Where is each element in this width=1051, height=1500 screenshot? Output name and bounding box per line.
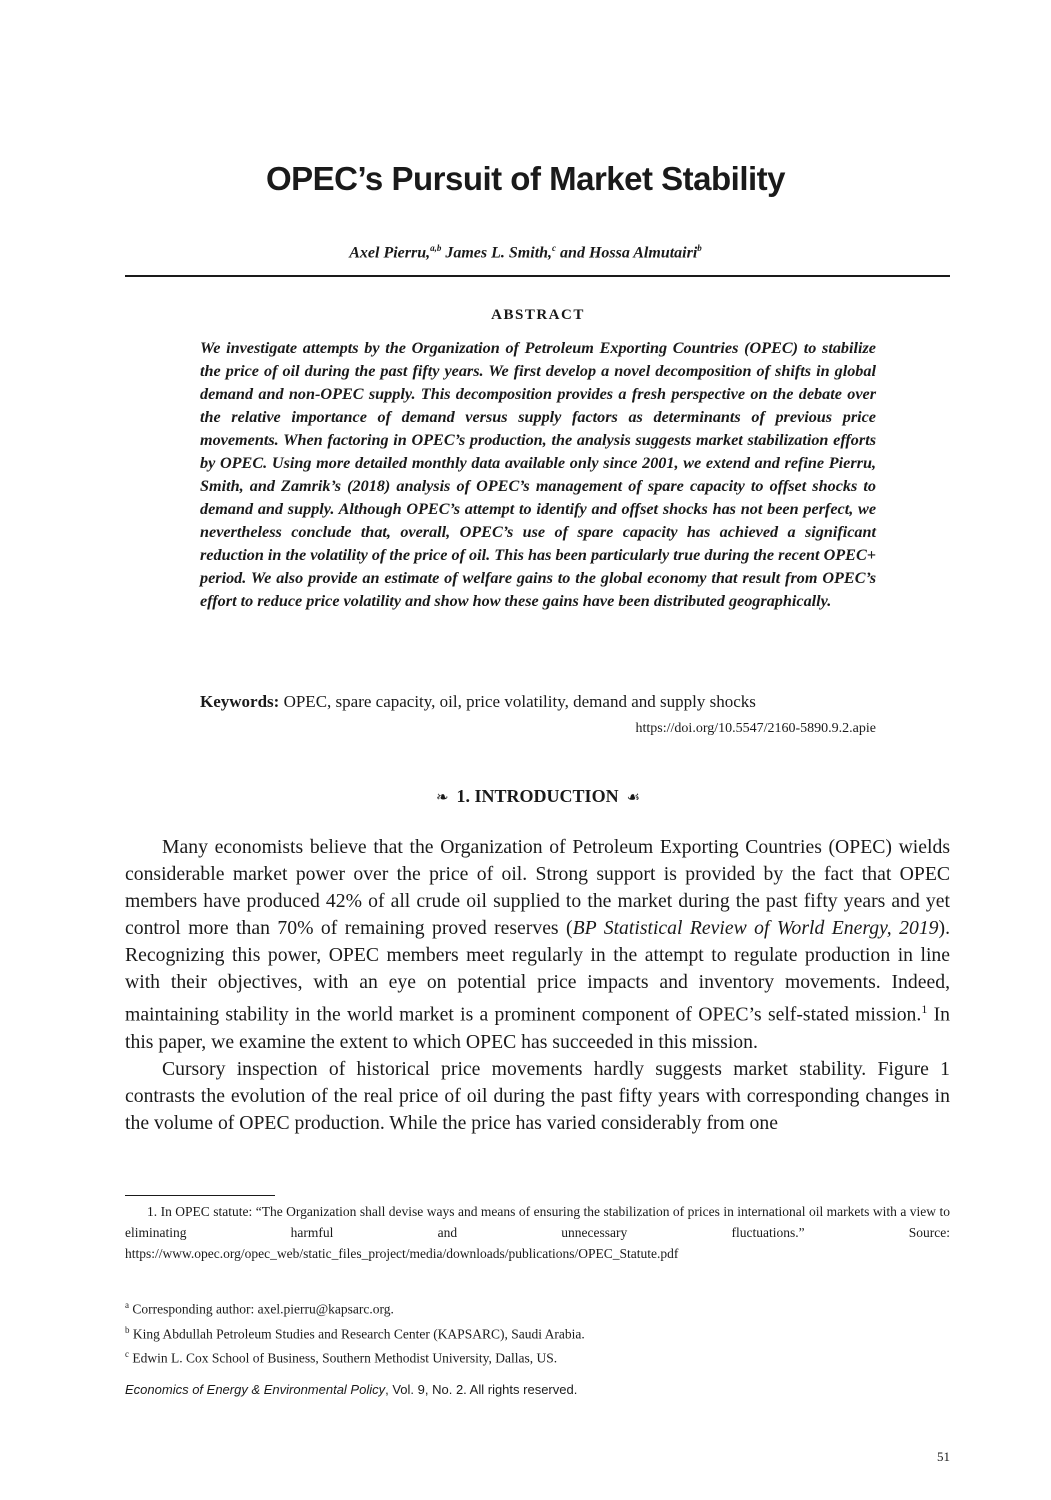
fleuron-left-icon: ❧ (435, 790, 449, 806)
paragraph-text: ). Recognizing this power, OPEC members meet regularly in the attempt to regulate production in line with their objectives, with an eye on potential price impacts and inventory movements. Indeed, maintaining stability in the world market is a prominent component of OPEC’s self-stated mission. (125, 917, 951, 1026)
paragraph-text: In this paper, we examine the extent to which OPEC has succeeded in this mission. (125, 1003, 950, 1053)
author-name: Axel Pierru, (349, 244, 431, 262)
author-conjunction: and (560, 244, 585, 262)
author-affiliation-mark: b (697, 243, 702, 253)
paper-title: OPEC’s Pursuit of Market Stability (265, 160, 786, 197)
footnote (125, 1201, 950, 1264)
footnote-ref[interactable]: 1 (921, 1002, 928, 1016)
affiliation-item (125, 1295, 950, 1320)
affiliation-text: Edwin L. Cox School of Business, Southern Methodist University, Dallas, US. (132, 1350, 558, 1366)
section-heading (0, 786, 1051, 807)
section-title: 1. INTRODUCTION (456, 786, 619, 806)
affiliation-mark: a (125, 1300, 129, 1310)
abstract-heading: ABSTRACT (491, 307, 585, 323)
journal-issue: , Vol. 9, No. 2. All rights reserved. (385, 1382, 578, 1397)
keywords-text: OPEC, spare capacity, oil, price volatility, demand and supply shocks (283, 692, 756, 711)
affiliation-mark: b (125, 1324, 130, 1335)
paragraph (125, 834, 950, 1056)
author-name: James L. Smith, (445, 244, 553, 262)
journal-name: Economics of Energy & Environmental Policy (125, 1382, 386, 1397)
paragraph-text: Many economists believe that the Organization of Petroleum Exporting Countries (OPEC) wields considerable market power over the price of oil. Strong support is provided by the fact that OPEC members have produced 42% of all crude oil supplied to the market during the past fifty years and yet control more than 70% of remaining proved reserves ( (125, 836, 950, 939)
abstract-text: We investigate attempts by the Organization of Petroleum Exporting Countries (OPEC) to stabilize the price of oil during the past fifty years. We first develop a novel decomposition of shifts in global demand and non-OPEC supply. This decomposition provides a fresh perspective on the debate over the relative importance of demand versus supply factors as determinants of previous price movements. When factoring in OPEC’s production, the analysis suggests market stabilization efforts by OPEC. Using more detailed monthly data available only since 2001, we extend and refine Pierru, Smith, and Zamrik’s (2018) analysis of OPEC’s management of spare capacity to offset shocks to demand and supply. Although OPEC’s attempt to identify and offset shocks has not been perfect, we nevertheless conclude that, overall, OPEC’s use of spare capacity has achieved a significant reduction in the volatility of the price of oil. This has been particularly true during the recent OPEC+ period. We also provide an estimate of welfare gains to the global economy that result from OPEC’s effort to reduce price volatility and show how these gains have been distributed geographically. (200, 339, 876, 610)
doi-link[interactable]: https://doi.org/10.5547/2160-5890.9.2.apie (635, 721, 876, 736)
affiliation-mark: c (125, 1349, 129, 1359)
keywords-label: Keywords: (200, 692, 280, 711)
body-text (125, 834, 950, 1137)
fleuron-right-icon: ☙ (626, 790, 641, 806)
footnote-rule (125, 1195, 275, 1196)
citation: BP Statistical Review of World Energy, 2019 (572, 917, 939, 939)
author-affiliation-mark: a,b (430, 243, 442, 253)
footnote-number: 1. (147, 1204, 158, 1219)
journal-footer (125, 1382, 950, 1397)
author-name: Hossa Almutairi (588, 244, 698, 262)
author-affiliation-mark: c (552, 243, 557, 253)
header-rule (125, 275, 950, 277)
affiliation-text: Corresponding author: axel.pierru@kapsarc.org. (132, 1301, 394, 1317)
affiliation-item (125, 1344, 950, 1369)
keywords (200, 690, 876, 714)
affiliation-text: King Abdullah Petroleum Studies and Research Center (KAPSARC), Saudi Arabia. (132, 1326, 585, 1341)
paragraph: Cursory inspection of historical price movements hardly suggests market stability. Figure 1 contrasts the evolution of the real price of oil during the past fifty years with corresponding changes in the volume of OPEC production. While the price has varied considerably from one (125, 1057, 950, 1134)
footnote-text: In OPEC statute: “The Organization shall devise ways and means of ensuring the stabilization of prices in international oil markets with a view to eliminating harmful and unnecessary fluctuations.” Source: https://www.opec.org/opec_web/static_files_project/media/downloads/publications/OPEC_Statute.pdf (125, 1204, 950, 1261)
affiliation-item (125, 1320, 950, 1345)
author-line (0, 243, 1051, 262)
page-number: 51 (937, 1449, 950, 1464)
affiliations (125, 1295, 950, 1369)
